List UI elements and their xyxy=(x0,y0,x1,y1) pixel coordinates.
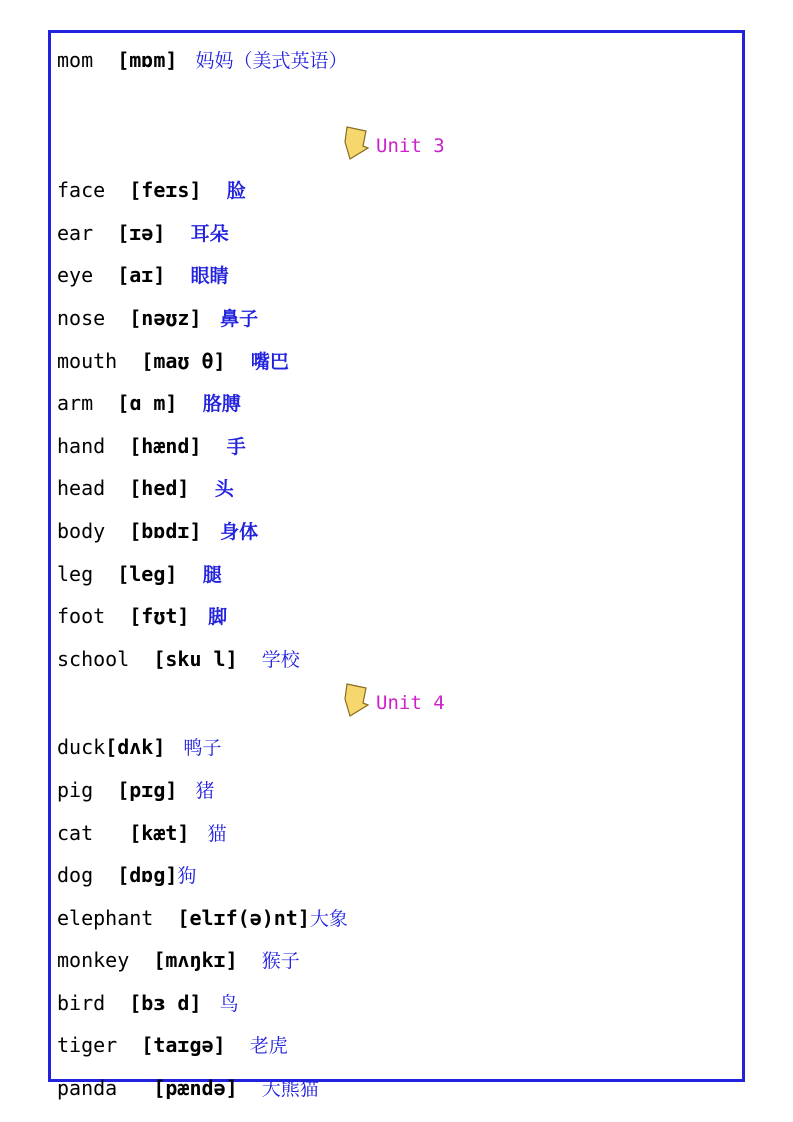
unit-marker xyxy=(344,681,444,727)
entry-phonetic: [kæt] xyxy=(105,820,202,845)
entry-translation: 鸟 xyxy=(213,992,239,1015)
entry-phonetic: [sku l] xyxy=(141,646,250,671)
vocabulary-list xyxy=(57,40,737,1111)
vocabulary-entry xyxy=(57,770,737,813)
vocabulary-entry xyxy=(57,855,737,898)
entry-phonetic: [bɜ d] xyxy=(117,990,214,1015)
entry-word: foot xyxy=(57,604,118,629)
entry-translation: 胳膊 xyxy=(189,393,241,416)
vocabulary-entry xyxy=(57,511,737,554)
vocabulary-entry xyxy=(57,727,737,770)
entry-word: monkey xyxy=(57,948,142,973)
entry-phonetic: [dʌk] xyxy=(105,735,178,760)
vocabulary-entry xyxy=(57,40,737,83)
entry-translation: 猪 xyxy=(189,779,215,802)
entry-translation: 猴子 xyxy=(249,950,300,973)
vocabulary-entry xyxy=(57,383,737,426)
entry-word: bird xyxy=(57,990,118,1015)
entry-phonetic: [bɒdɪ] xyxy=(117,518,214,543)
unit-label: Unit 3 xyxy=(376,135,445,158)
entry-phonetic: [mʌŋkɪ] xyxy=(141,948,250,973)
vocabulary-entry xyxy=(57,213,737,256)
vocabulary-entry xyxy=(57,1068,737,1111)
vocabulary-entry xyxy=(57,983,737,1026)
entry-translation: 脚 xyxy=(201,606,228,629)
entry-translation: 狗 xyxy=(177,865,197,888)
vocabulary-entry xyxy=(57,426,737,469)
entry-phonetic: [elɪf(ə)nt] xyxy=(165,905,310,930)
vocabulary-entry xyxy=(57,898,737,941)
vocabulary-entry xyxy=(57,255,737,298)
entry-translation: 手 xyxy=(213,435,246,458)
entry-phonetic: [hænd] xyxy=(117,433,214,458)
flag-icon xyxy=(344,683,370,717)
entry-word: panda xyxy=(57,1076,130,1101)
entry-translation: 猫 xyxy=(201,822,227,845)
entry-word: ear xyxy=(57,220,106,245)
entry-translation: 嘴巴 xyxy=(237,350,289,373)
entry-phonetic: [feɪs] xyxy=(117,178,214,203)
vocabulary-entry xyxy=(57,639,737,682)
entry-translation: 腿 xyxy=(189,563,222,586)
entry-phonetic: [pændə] xyxy=(129,1076,250,1101)
entry-phonetic: [ɑ m] xyxy=(105,391,190,416)
entry-word: leg xyxy=(57,561,106,586)
entry-translation: 学校 xyxy=(249,648,300,671)
entry-phonetic: [ɪə] xyxy=(105,220,178,245)
entry-word: body xyxy=(57,518,118,543)
entry-phonetic: [taɪgə] xyxy=(129,1033,238,1058)
entry-phonetic: [fʊt] xyxy=(117,604,202,629)
entry-word: duck xyxy=(57,735,106,760)
entry-translation: 鸭子 xyxy=(177,737,222,760)
vocabulary-entry xyxy=(57,341,737,384)
unit-label: Unit 4 xyxy=(376,692,445,715)
entry-word: mom xyxy=(57,48,106,72)
entry-word: face xyxy=(57,178,118,203)
entry-translation: 鼻子 xyxy=(213,307,259,330)
unit-marker-row xyxy=(57,124,737,170)
unit-marker xyxy=(344,124,444,170)
entry-translation: 脸 xyxy=(213,180,246,203)
entry-translation: 妈妈（美式英语） xyxy=(189,50,348,72)
vocabulary-entry xyxy=(57,298,737,341)
entry-translation: 头 xyxy=(201,478,234,501)
unit-marker-row xyxy=(57,681,737,727)
entry-phonetic: [maʊ θ] xyxy=(129,348,238,373)
entry-phonetic: [leg] xyxy=(105,561,190,586)
entry-phonetic: [dɒg] xyxy=(105,863,178,888)
entry-phonetic: [nəʊz] xyxy=(117,305,214,330)
entry-translation: 眼睛 xyxy=(177,265,229,288)
vocabulary-entry xyxy=(57,170,737,213)
entry-word: arm xyxy=(57,391,106,416)
entry-translation: 耳朵 xyxy=(177,222,229,245)
entry-word: tiger xyxy=(57,1033,130,1058)
entry-phonetic: [aɪ] xyxy=(105,263,178,288)
entry-word: hand xyxy=(57,433,118,458)
entry-phonetic: [mɒm] xyxy=(105,48,190,72)
entry-phonetic: [hed] xyxy=(117,476,202,501)
entry-phonetic: [pɪg] xyxy=(105,777,190,802)
entry-word: elephant xyxy=(57,905,166,930)
entry-word: eye xyxy=(57,263,106,288)
entry-word: school xyxy=(57,646,142,671)
entry-word: cat xyxy=(57,820,106,845)
vocabulary-entry xyxy=(57,554,737,597)
vocabulary-entry xyxy=(57,596,737,639)
entry-translation: 身体 xyxy=(213,520,259,543)
blank-line xyxy=(57,83,737,125)
vocabulary-entry xyxy=(57,1025,737,1068)
vocabulary-entry xyxy=(57,940,737,983)
entry-word: mouth xyxy=(57,348,130,373)
flag-icon xyxy=(344,126,370,160)
vocabulary-entry xyxy=(57,468,737,511)
entry-translation: 大象 xyxy=(309,907,348,930)
entry-word: dog xyxy=(57,863,106,888)
entry-translation: 大熊猫 xyxy=(249,1078,319,1101)
vocabulary-entry xyxy=(57,813,737,856)
entry-translation: 老虎 xyxy=(237,1035,288,1058)
entry-word: head xyxy=(57,476,118,501)
entry-word: nose xyxy=(57,305,118,330)
entry-word: pig xyxy=(57,777,106,802)
